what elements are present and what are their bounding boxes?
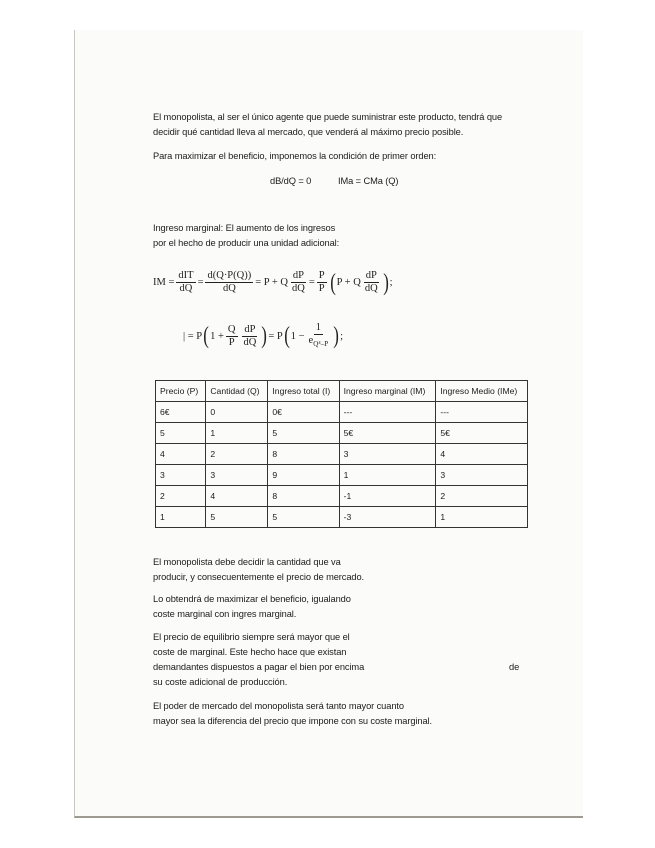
table-cell: 1	[206, 423, 268, 444]
table-cell: 4	[206, 486, 268, 507]
table-cell: 5	[268, 507, 339, 528]
formula2-f1-num: Q	[227, 323, 236, 335]
formula1-f5-num: dP	[365, 270, 377, 281]
table-cell: 0	[206, 402, 268, 423]
para2-line-2: coste marginal con ingres marginal.	[153, 609, 297, 619]
table-cell: 3	[206, 465, 268, 486]
header-quantity: Cantidad (Q)	[206, 381, 268, 402]
table-cell: 5€	[339, 423, 436, 444]
revenue-table	[155, 380, 528, 528]
table-cell: 6€	[156, 402, 206, 423]
header-price: Precio (P)	[156, 381, 206, 402]
table-cell: 2	[436, 486, 528, 507]
table-cell: 1	[436, 507, 528, 528]
table-row	[156, 444, 528, 465]
formula2-paren-close-2: )	[333, 323, 339, 350]
table-cell: 3	[436, 465, 528, 486]
table-cell: 9	[268, 465, 339, 486]
table-row	[156, 402, 528, 423]
formula1-f5-den: dQ	[364, 283, 378, 294]
formula1-lhs: IM =	[153, 277, 175, 288]
formula1-f1-den: dQ	[179, 283, 193, 294]
table-cell: 8	[268, 444, 339, 465]
para1-line-1: El monopolista debe decidir la cantidad que va	[153, 557, 341, 567]
formula2-inner2: 1 −	[290, 330, 305, 342]
table-cell: 4	[156, 444, 206, 465]
para1-line-2: producir, y consecuentemente el precio de mercado.	[153, 572, 365, 582]
formula2-frac-2	[242, 324, 259, 349]
table-cell: 2	[156, 486, 206, 507]
table-cell: 1	[156, 507, 206, 528]
header-marginal-revenue: Ingreso marginal (IM)	[339, 381, 436, 402]
formula1-f1-num: dIT	[178, 270, 194, 281]
formula2-f2-den: dQ	[243, 336, 257, 348]
formula2-sub: Q⁴–P	[313, 340, 329, 349]
formula2-f3-num: 1	[315, 322, 321, 333]
formula1-mid: = P + Q	[255, 277, 288, 288]
maximize-text: Para maximizar el beneficio, imponemos la condición de primer orden:	[153, 151, 437, 161]
formula1-paren-close: )	[382, 269, 389, 296]
formula1-frac-2	[205, 270, 253, 295]
table-cell: 5€	[436, 423, 528, 444]
formula1-eq2: =	[308, 277, 315, 288]
table-row	[156, 465, 528, 486]
table-cell: 4	[436, 444, 528, 465]
formula1-f4-num: P	[318, 270, 325, 281]
formula1-end: ;	[389, 277, 393, 288]
formula1-paren-open: (	[329, 269, 336, 296]
para2-line-1: Lo obtendrá de maximizar el beneficio, igualando	[153, 594, 351, 604]
para3-line-2: coste de marginal. Este hecho hace que existan	[153, 647, 347, 657]
table-cell: 3	[339, 444, 436, 465]
table-cell: -3	[339, 507, 436, 528]
formula2-f1-den: P	[228, 336, 235, 348]
formula2-end: ;	[340, 330, 344, 342]
table-cell: 5	[156, 423, 206, 444]
header-total-revenue: Ingreso total (I)	[268, 381, 339, 402]
table-cell: 5	[206, 507, 268, 528]
table-row	[156, 486, 528, 507]
para4-line-2: mayor sea la diferencia del precio que impone con su coste marginal.	[153, 716, 432, 726]
condition-marginal: IMa = CMa (Q)	[338, 176, 399, 186]
table-cell: ---	[339, 402, 436, 423]
formula2-mid: = P	[268, 330, 283, 342]
para3-line-4: su coste adicional de producción.	[153, 677, 288, 687]
table-cell: -1	[339, 486, 436, 507]
formula1-eq: =	[197, 277, 204, 288]
formula2-f2-num: dP	[244, 323, 256, 335]
table-cell: 2	[206, 444, 268, 465]
table-cell: ---	[436, 402, 528, 423]
formula2-frac-1	[226, 324, 238, 349]
formula1-frac-3	[290, 270, 307, 295]
formula2-paren-close-1: )	[261, 323, 268, 350]
formula1-inner: P + Q	[336, 277, 361, 288]
header-average-revenue: Ingreso Medio (IMe)	[436, 381, 528, 402]
formula1-frac-1	[176, 270, 195, 295]
table-cell: 0€	[268, 402, 339, 423]
table-row	[156, 423, 528, 444]
formula2-frac-3	[307, 322, 331, 350]
table-cell: 3	[156, 465, 206, 486]
formula-marginal-revenue	[153, 270, 393, 295]
intro-line-1: El monopolista, al ser el único agente que puede suministrar este producto, tendrá que	[153, 112, 503, 122]
marginal-line-2: por el hecho de producir una unidad adicional:	[153, 238, 340, 248]
table-cell: 8	[268, 486, 339, 507]
formula1-f3-den: dQ	[292, 283, 305, 294]
formula1-f2-den: dQ	[222, 283, 236, 294]
para3-line-3: demandantes dispuestos a pagar el bien por encima	[153, 662, 365, 672]
formula1-frac-4	[317, 270, 327, 295]
formula2-paren-open-1: (	[203, 323, 209, 350]
table-row	[156, 507, 528, 528]
table-cell: 5	[268, 423, 339, 444]
formula2-lhs: | = P	[183, 330, 203, 342]
table-header-row	[156, 381, 528, 402]
para4-line-1: El poder de mercado del monopolista será tanto mayor cuanto	[153, 701, 404, 711]
formula1-f2-num: d(Q·P(Q))	[207, 270, 252, 281]
formula2-f3-den	[307, 335, 331, 350]
formula1-f4-den: P	[318, 283, 325, 294]
intro-line-2: decidir qué cantidad lleva al mercado, que venderá al máximo precio posible.	[153, 127, 464, 137]
condition-first-order: dB/dQ = 0	[270, 176, 312, 186]
formula2-inner: 1 +	[210, 330, 224, 342]
table-cell: 1	[339, 465, 436, 486]
formula1-frac-5	[363, 270, 380, 295]
formula2-e: e	[308, 335, 314, 346]
formula-elasticity	[183, 322, 343, 350]
formula2-paren-open-2: (	[283, 323, 290, 350]
para3-stray-word: de	[509, 662, 520, 672]
formula1-f3-num: dP	[292, 270, 304, 281]
para3-line-1: El precio de equilibrio siempre será mayor que el	[153, 632, 350, 642]
marginal-line-1: Ingreso marginal: El aumento de los ingresos	[153, 223, 336, 233]
